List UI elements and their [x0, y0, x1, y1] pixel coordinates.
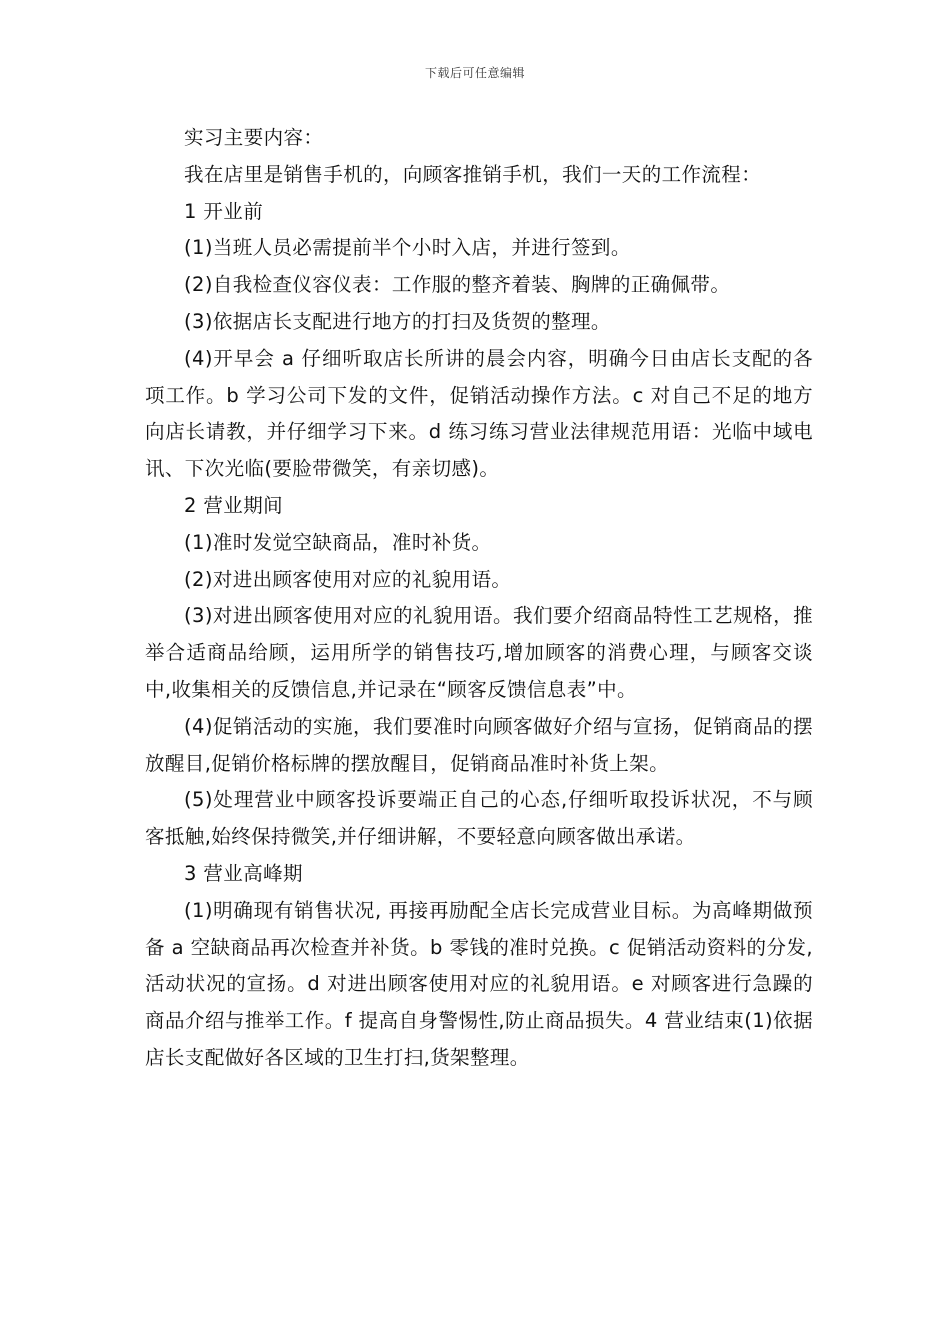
paragraph: 1 开业前	[184, 199, 264, 223]
paragraph: (2)对进出顾客使用对应的礼貌用语。	[184, 567, 512, 591]
paragraph: (4)开早会 a 仔细听取店长所讲的晨会内容，明确今日由店长支配的各项工作。b 学习公司下发的文件，促销活动操作方法。c 对自己不足的地方向店长请教，并仔细学习下来。d 练习练习营业法律规范用语：光临中域电讯、下次光临(要脸带微笑，有亲切感)。	[145, 346, 813, 481]
paragraph: 实习主要内容：	[184, 126, 324, 149]
paragraph: (3)对进出顾客使用对应的礼貌用语。我们要介绍商品特性工艺规格，推举合适商品给顾，运用所学的销售技巧,增加顾客的消费心理，与顾客交谈中,收集相关的反馈信息,并记录在“顾客反馈信息表”中。	[145, 604, 813, 701]
document-body	[145, 120, 813, 1077]
paragraph: (4)促销活动的实施，我们要准时向顾客做好介绍与宣扬，促销商品的摆放醒目,促销价格标牌的摆放醒目，促销商品准时补货上架。	[145, 714, 813, 775]
paragraph: (2)自我检查仪容仪表：工作服的整齐着装、胸牌的正确佩带。	[184, 273, 731, 297]
header-note: 下载后可任意编辑	[424, 66, 525, 80]
paragraph: 3 营业高峰期	[184, 861, 303, 885]
paragraph: (1)当班人员必需提前半个小时入店，并进行签到。	[184, 236, 631, 260]
paragraph: 我在店里是销售手机的，向顾客推销手机，我们一天的工作流程：	[184, 162, 762, 186]
paragraph: (3)依据店长支配进行地方的打扫及货贺的整理。	[184, 309, 611, 333]
paragraph: (1)明确现有销售状况, 再接再励配全店长完成营业目标。为高峰期做预备 a 空缺商品再次检查并补货。b 零钱的准时兑换。c 促销活动资料的分发,活动状况的宣扬。d 对进出顾客使用对应的礼貌用语。e 对顾客进行急躁的商品介绍与推举工作。f 提高自身警惕性,防止商品损失。4 营业结束(1)依据店长支配做好各区域的卫生打扫,货架整理。	[145, 898, 813, 1069]
paragraph: 2 营业期间	[184, 493, 284, 517]
paragraph: (1)准时发觉空缺商品，准时补货。	[184, 530, 492, 554]
paragraph: (5)处理营业中顾客投诉要端正自己的心态,仔细听取投诉状况，不与顾客抵触,始终保持微笑,并仔细讲解，不要轻意向顾客做出承诺。	[145, 788, 813, 849]
